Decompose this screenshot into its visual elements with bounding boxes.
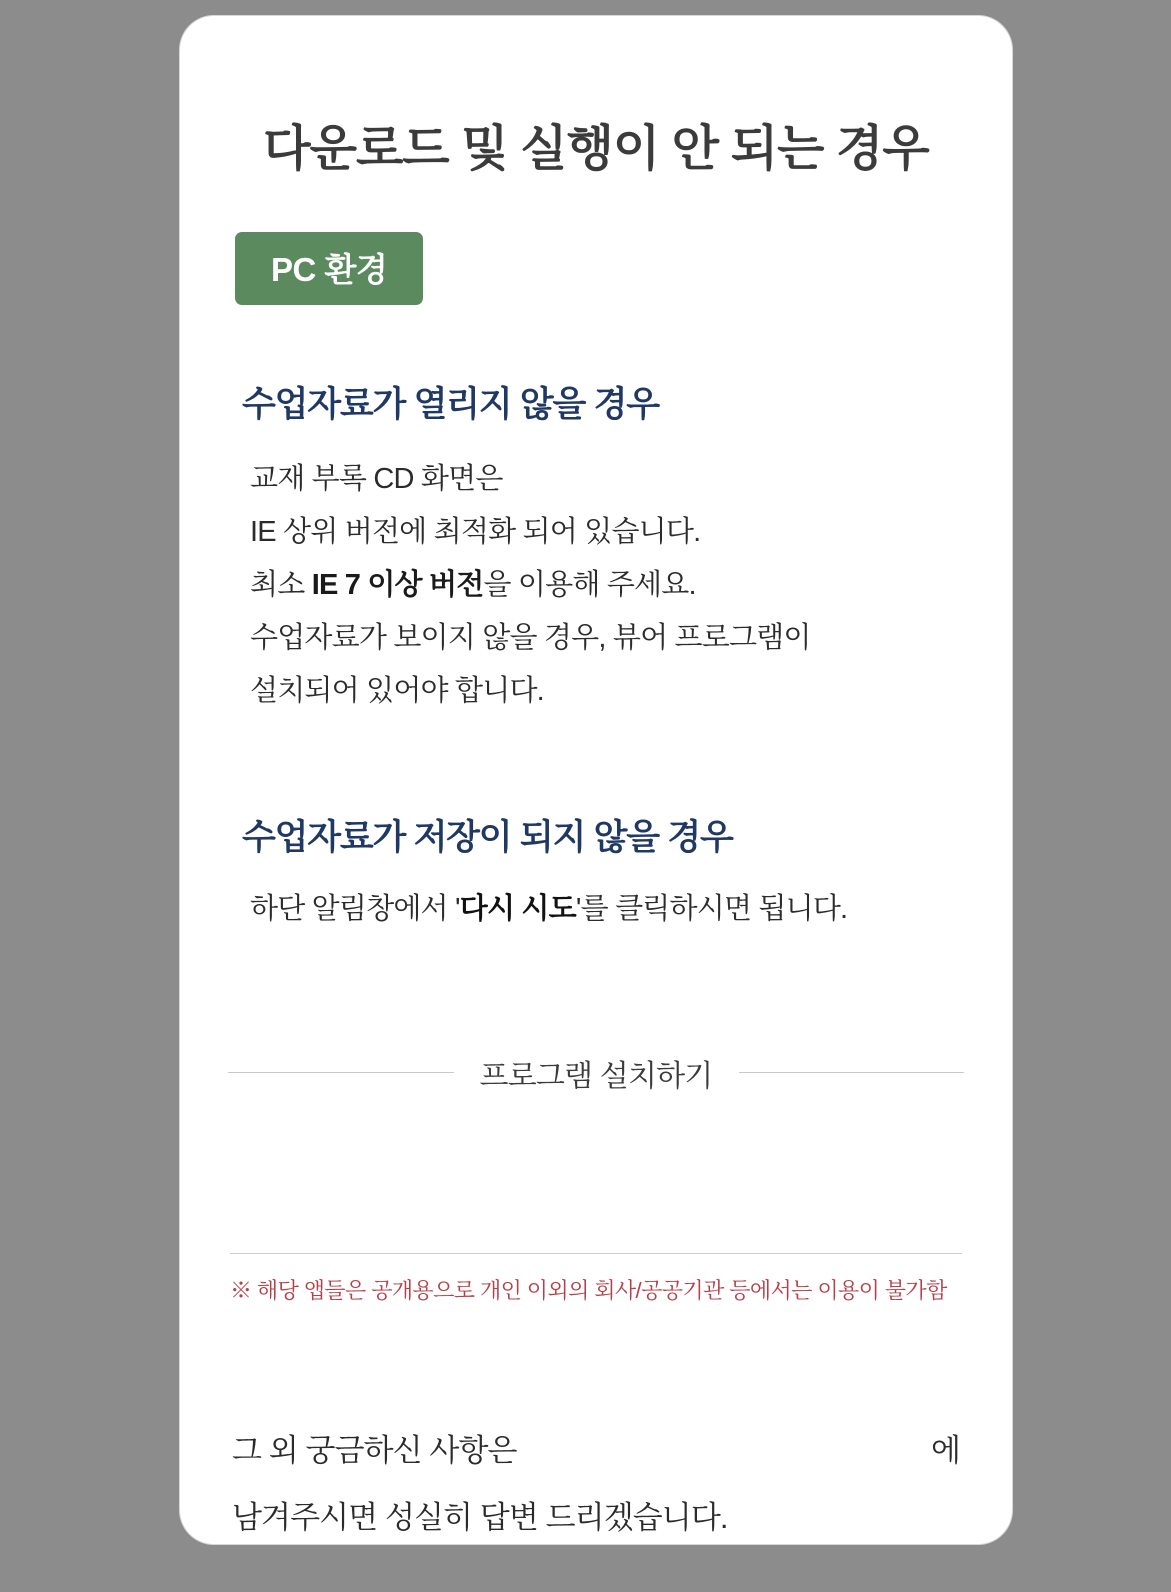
footer-text-left: 그 외 궁금하신 사항은: [232, 1432, 517, 1468]
program-install-divider: [180, 1051, 1012, 1095]
status-badge: PC 환경: [235, 232, 423, 305]
section-body-open: [242, 453, 957, 718]
section-open-failure: [180, 377, 1012, 718]
line-suffix: '를 클릭하시면 됩니다.: [575, 893, 848, 926]
usage-note: ※ 해당 앱들은 공개용으로 개인 이외의 회사/공공기관 등에서는 이용이 불가함: [230, 1277, 947, 1303]
body-line: 교재 부록 CD 화면은: [250, 463, 503, 495]
info-card: [180, 16, 1012, 1544]
line-bold: IE 7 이상 버전: [311, 569, 484, 602]
program-install-icons-area[interactable]: [180, 1095, 1012, 1235]
footer-text-right: 에: [930, 1432, 960, 1468]
badge-row: [180, 232, 1012, 305]
footer-message: [180, 1425, 1012, 1537]
section-heading-save: 수업자료가 저장이 되지 않을 경우: [242, 818, 733, 858]
divider-line-right: [739, 1072, 965, 1073]
section-body-save: [242, 886, 957, 932]
body-line: IE 상위 버전에 최적화 되어 있습니다.: [250, 516, 701, 549]
section-heading-open: 수업자료가 열리지 않을 경우: [242, 385, 659, 424]
line-suffix: 을 이용해 주세요.: [483, 569, 696, 602]
divider-line-left: [228, 1072, 454, 1073]
footer-line-1: [232, 1425, 960, 1470]
body-line: 수업자료가 보이지 않을 경우, 뷰어 프로그램이: [250, 622, 811, 655]
footer-line-2: 남겨주시면 성실히 답변 드리겠습니다.: [232, 1499, 728, 1535]
line-bold: 다시 시도: [459, 893, 576, 926]
body-line-emphasis: [250, 559, 957, 612]
section-save-failure: [180, 810, 1012, 932]
body-line: 설치되어 있어야 합니다.: [250, 675, 544, 708]
note-divider: [230, 1253, 962, 1254]
page-title: 다운로드 및 실행이 안 되는 경우: [263, 122, 929, 176]
divider-label-text: 프로그램 설치하기: [479, 1059, 713, 1093]
line-prefix: 최소: [250, 569, 312, 602]
line-prefix: 하단 알림창에서 ': [250, 893, 460, 926]
